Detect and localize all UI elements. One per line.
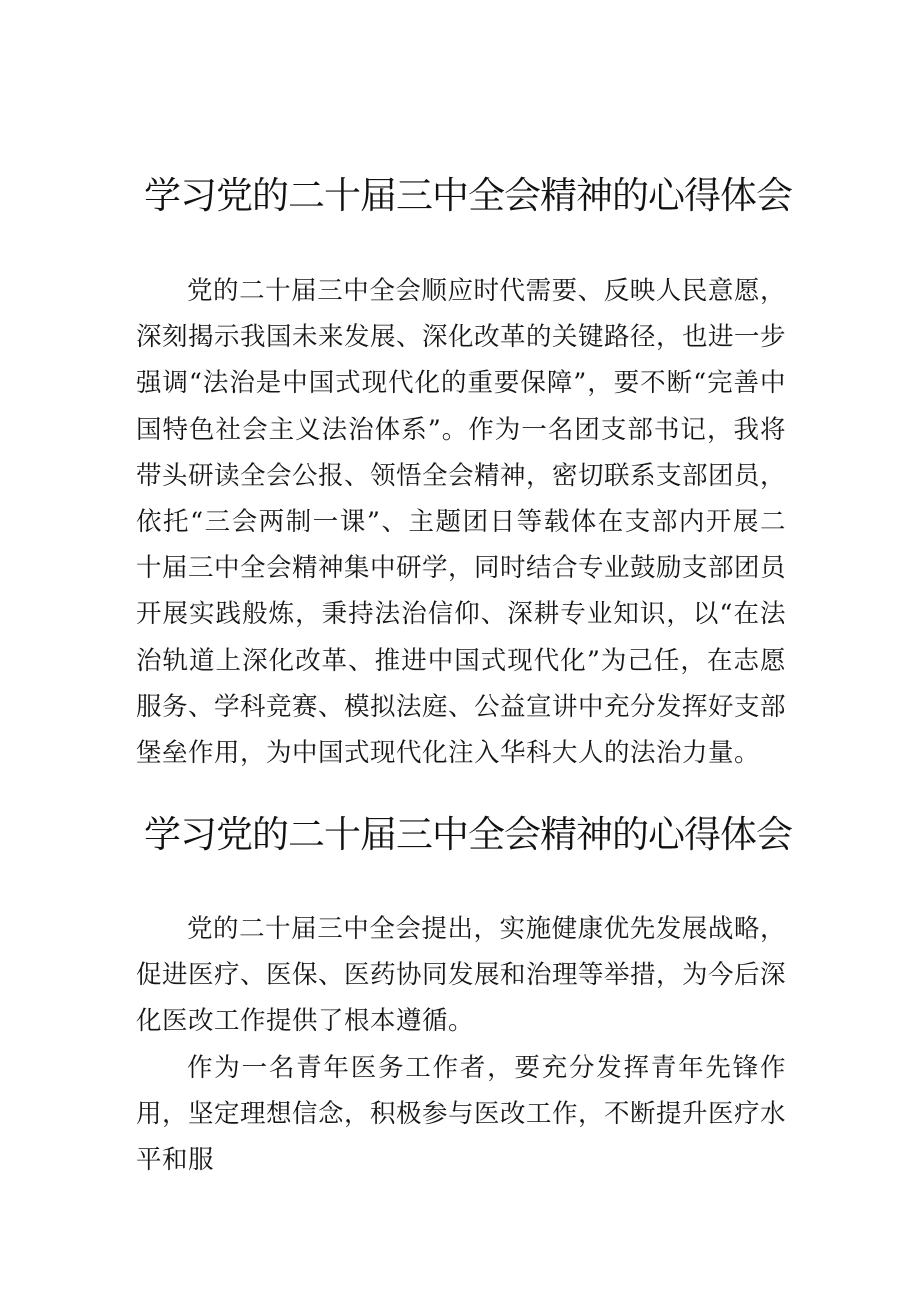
- body-paragraph: 党的二十届三中全会顺应时代需要、反映人民意愿，深刻揭示我国未来发展、深化改革的关键路径，也进一步强调“法治是中国式现代化的重要保障”，要不断“完善中国特色社会主义法治体系”。作为一名团支部书记，我将带头研读全会公报、领悟全会精神，密切联系支部团员，依托“三会两制一课”、主题团日等载体在支部内开展二十届三中全会精神集中研学，同时结合专业鼓励支部团员开展实践般炼，秉持法治信仰、深耕专业知识，以“在法治轨道上深化改革、推进中国式现代化”为己任，在志愿服务、学科竞赛、模拟法庭、公益宣讲中充分发挥好支部堡垒作用，为中国式现代化注入华科大人的法治力量。: [136, 276, 787, 769]
- section-body: [136, 268, 786, 776]
- section-title: 学习党的二十届三中全会精神的心得体会: [144, 174, 792, 217]
- body-paragraph: 党的二十届三中全会提出，实施健康优先发展战略，促进医疗、医保、医药协同发展和治理等举措，为今后深化医改工作提供了根本遵循。: [136, 914, 787, 1037]
- body-paragraph: 作为一名青年医务工作者，要充分发挥青年先锋作用，坚定理想信念，积极参与医改工作，不断提升医疗水平和服: [136, 1052, 787, 1176]
- section-title: 学习党的二十届三中全会精神的心得体会: [144, 813, 792, 856]
- section-body: [136, 906, 786, 1183]
